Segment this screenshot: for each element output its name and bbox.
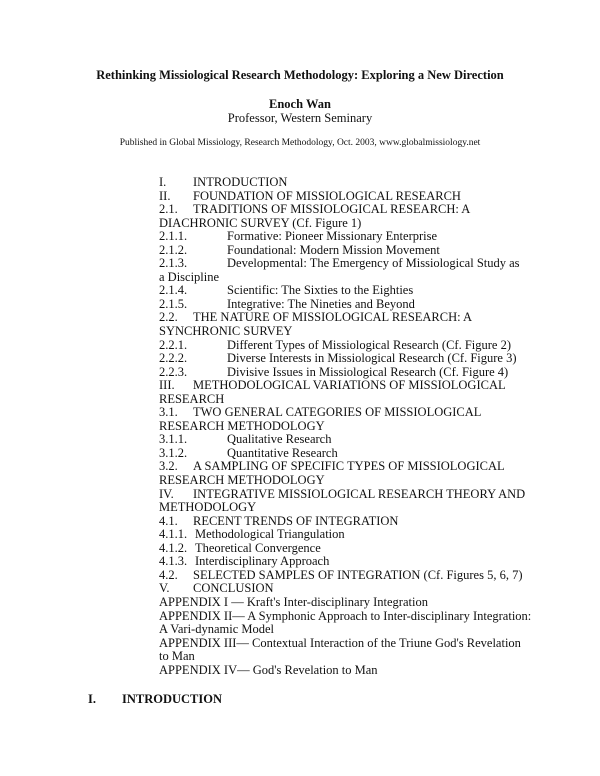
toc-text: A Vari-dynamic Model <box>159 622 275 637</box>
toc-text: A SAMPLING OF SPECIFIC TYPES OF MISSIOLOGICAL <box>193 459 505 474</box>
toc-number: 3.1.2. <box>159 445 188 460</box>
toc-line <box>159 217 519 231</box>
toc-text: RECENT TRENDS OF INTEGRATION <box>193 513 399 528</box>
toc-line <box>159 486 526 502</box>
toc-text: Developmental: The Emergency of Missiological Study as <box>227 256 520 271</box>
toc-line <box>159 352 519 366</box>
toc-line <box>159 596 519 610</box>
toc-line <box>159 284 519 298</box>
toc-line <box>159 608 532 624</box>
toc-line <box>159 230 519 244</box>
toc-line <box>159 325 519 339</box>
toc-line <box>159 393 519 407</box>
toc-number: 2.1. <box>159 202 178 217</box>
toc-text: to Man <box>159 649 195 664</box>
toc-line <box>159 460 519 474</box>
toc-text: THE NATURE OF MISSIOLOGICAL RESEARCH: A <box>193 310 473 325</box>
toc-line <box>159 176 519 190</box>
toc-text: Foundational: Modern Mission Movement <box>227 242 440 257</box>
toc-line <box>159 366 519 380</box>
table-of-contents <box>159 175 532 677</box>
toc-number: 2.2. <box>159 310 178 325</box>
toc-line <box>159 190 519 204</box>
toc-text: Integrative: The Nineties and Beyond <box>227 296 415 311</box>
toc-line <box>159 244 519 258</box>
toc-text: DIACHRONIC SURVEY (Cf. Figure 1) <box>159 215 362 230</box>
toc-number: 4.1.1. <box>159 527 188 542</box>
toc-text: Methodological Triangulation <box>195 527 345 542</box>
toc-line <box>159 257 519 271</box>
toc-number: 3.1. <box>159 405 178 420</box>
toc-number: 3.2. <box>159 459 178 474</box>
toc-line <box>159 515 519 529</box>
toc-number: 4.1.2. <box>159 540 188 555</box>
toc-line <box>159 555 519 569</box>
toc-number: 2.1.4. <box>159 283 188 298</box>
toc-text: Quantitative Research <box>227 445 338 460</box>
toc-number: 2.1.1. <box>159 229 188 244</box>
toc-text: Theoretical Convergence <box>195 540 321 555</box>
toc-text: a Discipline <box>159 269 220 284</box>
author-affiliation: Professor, Western Seminary <box>227 111 373 125</box>
toc-line <box>159 582 519 596</box>
toc-line <box>159 474 519 488</box>
toc-text: CONCLUSION <box>193 581 274 596</box>
toc-text: Scientific: The Sixties to the Eighties <box>227 283 414 298</box>
toc-text: METHODOLOGICAL VARIATIONS OF MISSIOLOGICAL <box>193 378 506 393</box>
toc-line <box>159 271 519 285</box>
toc-text: Qualitative Research <box>227 432 332 447</box>
toc-number: 4.2. <box>159 567 178 582</box>
toc-number: 3.1.1. <box>159 432 188 447</box>
toc-number: 2.2.2. <box>159 351 188 366</box>
toc-number: 4.1.3. <box>159 554 188 569</box>
toc-number: III. <box>159 378 175 393</box>
toc-text: Divisive Issues in Missiological Research (Cf. Figure 4) <box>227 364 509 379</box>
toc-text: SELECTED SAMPLES OF INTEGRATION (Cf. Figures 5, 6, 7) <box>193 567 523 582</box>
toc-line <box>159 339 519 353</box>
toc-line <box>159 637 519 651</box>
toc-text: Diverse Interests in Missiological Research (Cf. Figure 3) <box>227 351 517 366</box>
toc-line <box>159 542 519 556</box>
toc-text: INTRODUCTION <box>193 175 288 189</box>
toc-line <box>159 203 519 217</box>
toc-number: 2.2.1. <box>159 337 188 352</box>
toc-text: APPENDIX IV— God's Revelation to Man <box>159 662 378 677</box>
toc-text: METHODOLOGY <box>159 500 257 515</box>
toc-line <box>159 650 519 664</box>
toc-text: APPENDIX I — Kraft's Inter-disciplinary Integration <box>159 594 428 609</box>
toc-text: INTEGRATIVE MISSIOLOGICAL RESEARCH THEORY AND <box>193 486 526 501</box>
author-name: Enoch Wan <box>269 97 331 111</box>
toc-text: RESEARCH METHODOLOGY <box>159 418 325 433</box>
section-title: INTRODUCTION <box>122 692 223 706</box>
toc-line <box>159 623 519 637</box>
toc-text: TRADITIONS OF MISSIOLOGICAL RESEARCH: A <box>193 202 471 217</box>
toc-number: 2.1.2. <box>159 242 188 257</box>
toc-line <box>159 664 519 678</box>
section-number: I. <box>88 692 96 706</box>
toc-text: FOUNDATION OF MISSIOLOGICAL RESEARCH <box>193 188 461 203</box>
toc-number: 2.1.3. <box>159 256 188 271</box>
toc-line <box>159 406 519 420</box>
toc-text: APPENDIX III— Contextual Interaction of the Triune God's Revelation <box>159 635 521 650</box>
toc-text: RESEARCH METHODOLOGY <box>159 473 325 488</box>
toc-number: II. <box>159 188 171 203</box>
toc-line <box>159 379 519 393</box>
toc-text: RESEARCH <box>159 391 225 406</box>
toc-line <box>159 528 519 542</box>
toc-line <box>159 311 519 325</box>
toc-line <box>159 501 519 515</box>
toc-line <box>159 567 523 583</box>
toc-number: 2.1.5. <box>159 296 188 311</box>
toc-text: Interdisciplinary Approach <box>195 554 330 569</box>
publication-note: Published in Global Missiology, Research Methodology, Oct. 2003, www.globalmissiology.net <box>119 138 481 148</box>
document-title: Rethinking Missiological Research Methodology: Exploring a New Direction <box>96 68 504 82</box>
toc-number: IV. <box>159 486 174 501</box>
toc-number: 2.2.3. <box>159 364 188 379</box>
toc-text: SYNCHRONIC SURVEY <box>159 324 293 339</box>
toc-text: Formative: Pioneer Missionary Enterprise <box>227 229 438 244</box>
toc-line <box>159 447 519 461</box>
toc-number: 4.1. <box>159 513 178 528</box>
toc-text: Different Types of Missiological Research (Cf. Figure 2) <box>227 337 512 352</box>
toc-line <box>159 433 519 447</box>
toc-number: I. <box>159 175 167 189</box>
toc-number: V. <box>159 581 170 596</box>
toc-line <box>159 420 519 434</box>
toc-text: TWO GENERAL CATEGORIES OF MISSIOLOGICAL <box>193 405 482 420</box>
toc-text: APPENDIX II— A Symphonic Approach to Inter-disciplinary Integration: <box>159 608 532 623</box>
toc-line <box>159 298 519 312</box>
